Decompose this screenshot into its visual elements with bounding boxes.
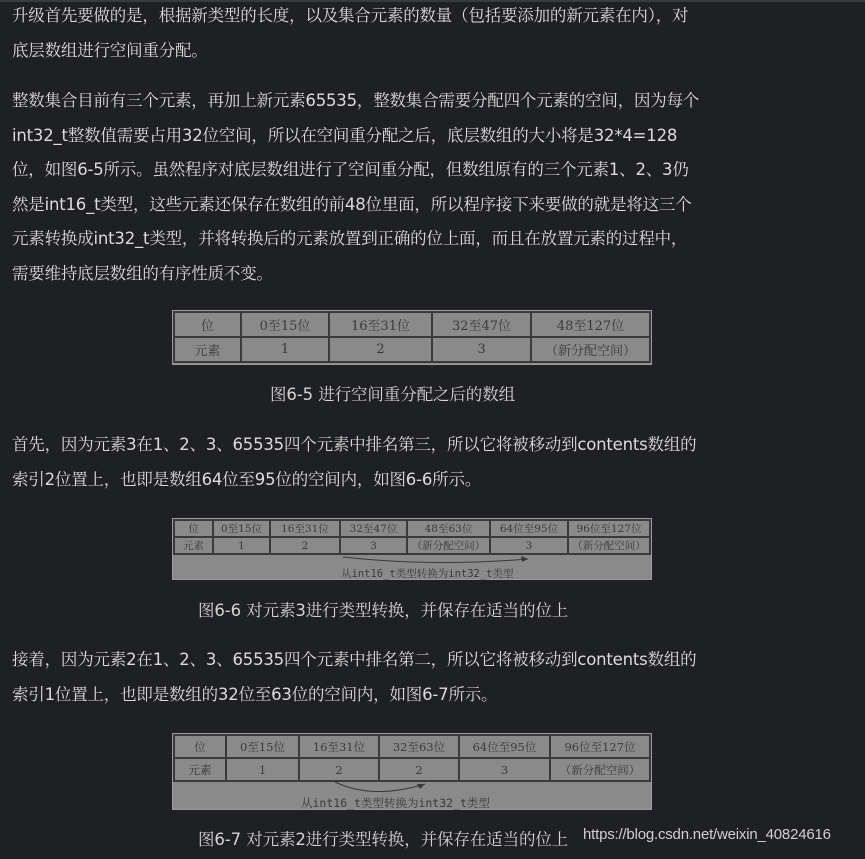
text-line: 底层数组进行空间重分配。 xyxy=(12,40,208,60)
table-cell: 2 xyxy=(299,758,379,781)
table-cell: 32至63位 xyxy=(379,735,459,758)
text-line: 索引1位置上，也即是数组的32位至63位的空间内，如图6-7所示。 xyxy=(12,684,498,704)
figure-caption: 图6-6 对元素3进行类型转换，并保存在适当的位上 xyxy=(198,601,569,620)
text-line: 首先，因为元素3在1、2、3、65535四个元素中排名第三，所以它将被移动到contents数组的 xyxy=(12,435,697,454)
text-line: 升级首先要做的是，根据新类型的长度，以及集合元素的数量（包括要添加的新元素在内），对 xyxy=(12,6,689,25)
table-cell: 2 xyxy=(270,537,340,554)
figure-6-7 xyxy=(172,733,652,810)
table-cell: 1 xyxy=(213,537,270,554)
table-row xyxy=(174,337,650,362)
table-cell: 位 xyxy=(174,520,213,537)
table-cell: 位 xyxy=(174,312,241,337)
table-cell: 3 xyxy=(432,337,531,362)
text-line: 索引2位置上，也即是数组64位至95位的空间内，如图6-6所示。 xyxy=(12,469,482,489)
table-cell: 32至47位 xyxy=(432,312,531,337)
table-cell: （新分配空间） xyxy=(550,758,650,781)
table-cell: 96位至127位 xyxy=(550,735,650,758)
table-row xyxy=(174,312,650,337)
text-line: 整数集合目前有三个元素，再加上新元素65535，整数集合需要分配四个元素的空间，因为每个 xyxy=(12,91,700,110)
conversion-note: 从int16_t类型转换为int32_t类型 xyxy=(341,568,514,580)
table-cell: 0至15位 xyxy=(226,735,299,758)
table-cell: 0至15位 xyxy=(241,312,329,337)
table-cell: 1 xyxy=(226,758,299,781)
table-cell: 32至47位 xyxy=(340,520,407,537)
watermark: https://blog.csdn.net/weixin_40824616 xyxy=(583,826,831,843)
table-cell: 3 xyxy=(340,537,407,554)
paragraph-2 xyxy=(12,84,852,291)
table-cell: 96位至127位 xyxy=(568,520,650,537)
table-cell: 3 xyxy=(490,537,568,554)
table-cell: 48至63位 xyxy=(407,520,490,537)
table-cell: 0至15位 xyxy=(213,520,270,537)
table-cell: 2 xyxy=(329,337,432,362)
paragraph-4 xyxy=(12,643,852,712)
figure-6-6 xyxy=(172,518,652,580)
table-cell: 16至31位 xyxy=(329,312,432,337)
table-cell: 1 xyxy=(241,337,329,362)
text-line: 接着，因为元素2在1、2、3、65535四个元素中排名第二，所以它将被移动到contents数组的 xyxy=(12,650,697,669)
paragraph-1 xyxy=(12,0,852,68)
table-cell: 16至31位 xyxy=(270,520,340,537)
paragraph-3 xyxy=(12,428,852,497)
table-cell: 64位至95位 xyxy=(459,735,550,758)
figure-caption: 图6-7 对元素2进行类型转换，并保存在适当的位上 xyxy=(198,830,569,849)
table-cell: 48至127位 xyxy=(531,312,650,337)
table-cell: 16至31位 xyxy=(299,735,379,758)
table-cell: 元素 xyxy=(174,537,213,554)
text-line: int32_t整数值需要占用32位空间，所以在空间重分配之后，底层数组的大小将是32*4=128 xyxy=(12,125,678,145)
conversion-note: 从int16_t类型转换为int32_t类型 xyxy=(301,796,490,810)
table-cell: 2 xyxy=(379,758,459,781)
text-line: 然是int16_t类型，这些元素还保存在数组的前48位里面，所以程序接下来要做的就是将这三个 xyxy=(12,194,692,214)
array-table xyxy=(173,311,651,363)
figure-6-5 xyxy=(172,310,652,365)
text-line: 需要维持底层数组的有序性质不变。 xyxy=(12,263,273,283)
table-cell: 元素 xyxy=(174,758,226,781)
figure-caption: 图6-5 进行空间重分配之后的数组 xyxy=(270,385,515,404)
table-cell: （新分配空间） xyxy=(407,537,490,554)
table-cell: 元素 xyxy=(174,337,241,362)
text-line: 元素转换成int32_t类型，并将转换后的元素放置到正确的位上面，而且在放置元素的过程中， xyxy=(12,229,688,248)
text-line: 位，如图6-5所示。虽然程序对底层数组进行了空间重分配，但数组原有的三个元素1、2、3仍 xyxy=(12,160,689,179)
table-cell: （新分配空间） xyxy=(531,337,650,362)
table-cell: （新分配空间） xyxy=(568,537,650,554)
table-cell: 3 xyxy=(459,758,550,781)
table-cell: 位 xyxy=(174,735,226,758)
table-cell: 64位至95位 xyxy=(490,520,568,537)
